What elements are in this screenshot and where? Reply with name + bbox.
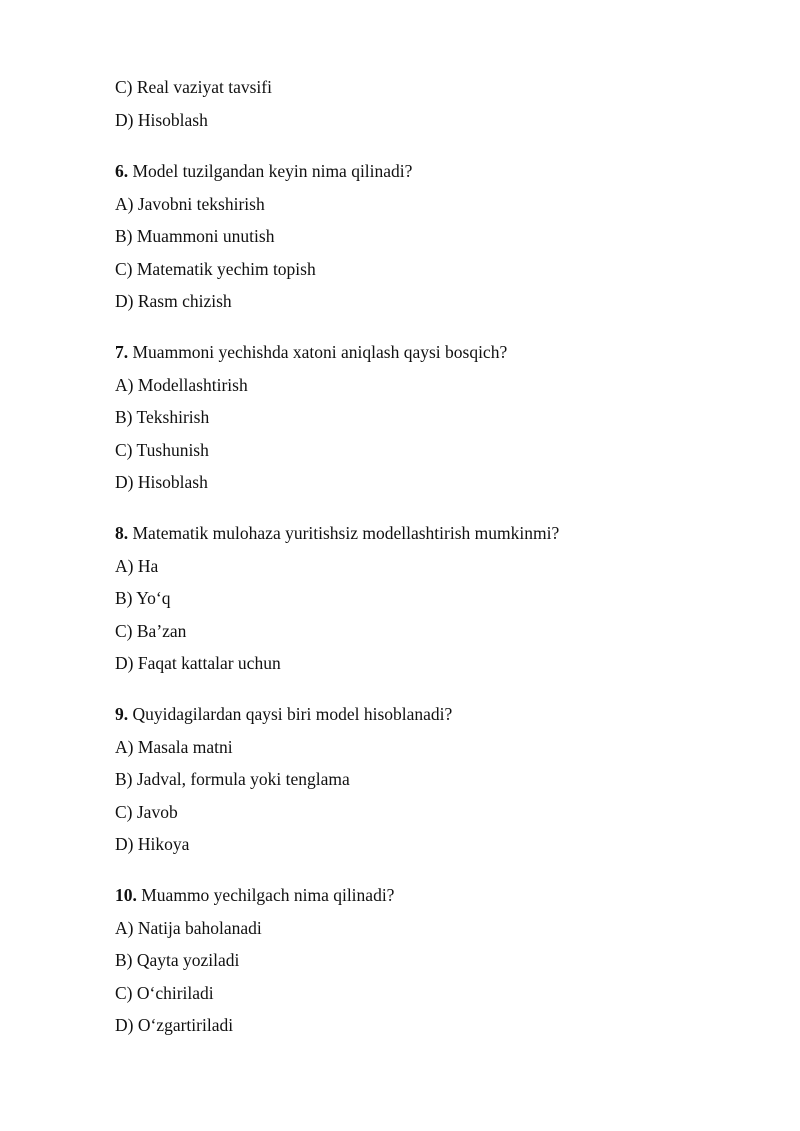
question-6-option-c: C) Matematik yechim topish [115,259,316,279]
question-text: Muammoni yechishda xatoni aniqlash qaysi bosqich? [132,342,508,362]
question-6-option-b: B) Muammoni unutish [115,226,275,246]
question-7 [115,341,507,363]
question-7-option-c: C) Tushunish [115,440,209,460]
question-text: Quyidagilardan qaysi biri model hisoblanadi? [132,704,453,724]
question-number: 10. [115,885,137,905]
question-10-option-c: C) O‘chiriladi [115,983,214,1003]
question-10-option-b: B) Qayta yoziladi [115,950,240,970]
question-10-option-d: D) O‘zgartiriladi [115,1015,234,1035]
question-9-option-d: D) Hikoya [115,834,190,854]
question-7-option-b: B) Tekshirish [115,407,210,427]
question-9-option-b: B) Jadval, formula yoki tenglama [115,769,350,789]
question-number: 8. [115,523,129,543]
question-10-option-a: A) Natija baholanadi [115,918,262,938]
question-8 [115,522,559,544]
question-text: Model tuzilgandan keyin nima qilinadi? [132,161,413,181]
question-9-option-a: A) Masala matni [115,737,233,757]
question-6 [115,160,412,182]
question-7-option-d: D) Hisoblash [115,472,208,492]
question-number: 6. [115,161,129,181]
question-9-option-c: C) Javob [115,802,178,822]
question-8-option-a: A) Ha [115,556,159,576]
question-text: Muammo yechilgach nima qilinadi? [141,885,395,905]
question-number: 9. [115,704,129,724]
question-8-option-c: C) Ba’zan [115,621,187,641]
question-6-option-d: D) Rasm chizish [115,291,232,311]
leading-option-d: D) Hisoblash [115,110,208,130]
question-9 [115,703,452,725]
question-7-option-a: A) Modellashtirish [115,375,248,395]
question-10 [115,884,394,906]
question-6-option-a: A) Javobni tekshirish [115,194,265,214]
question-text: Matematik mulohaza yuritishsiz modellashtirish mumkinmi? [132,523,560,543]
leading-option-c: C) Real vaziyat tavsifi [115,77,272,97]
question-8-option-d: D) Faqat kattalar uchun [115,653,281,673]
question-8-option-b: B) Yo‘q [115,588,171,608]
question-number: 7. [115,342,129,362]
